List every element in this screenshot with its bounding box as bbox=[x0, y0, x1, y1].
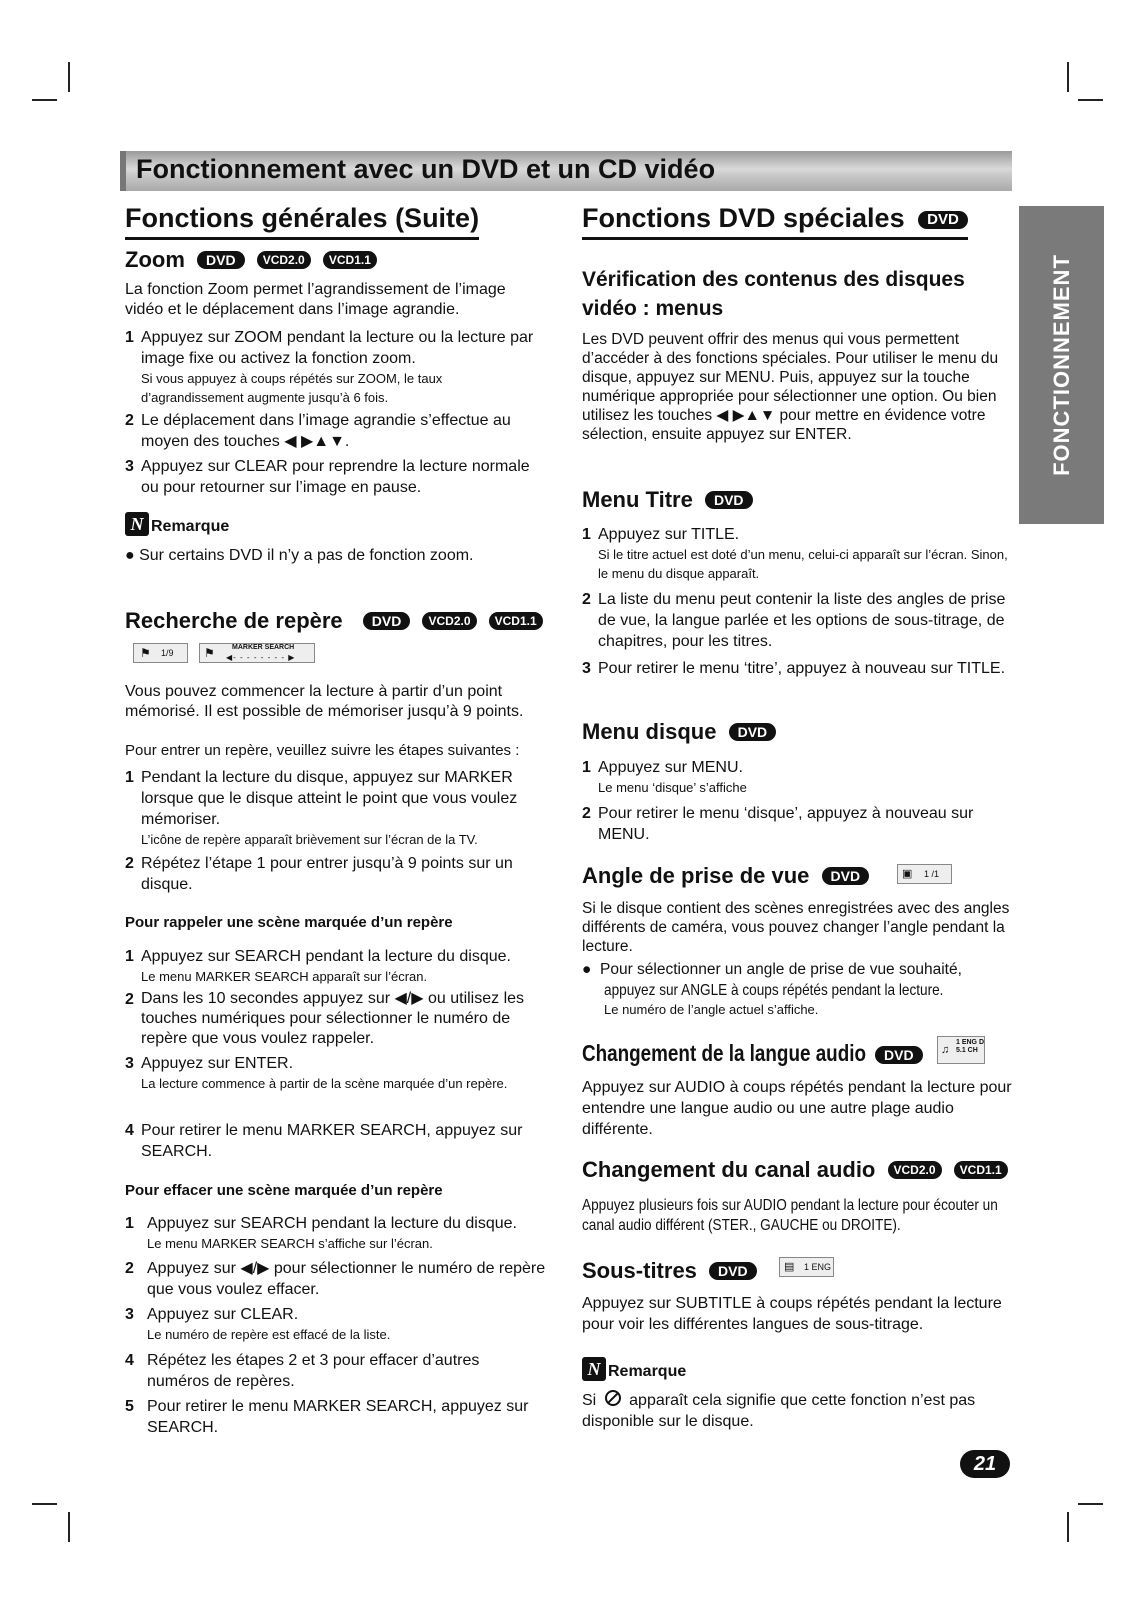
title-menu-step: 3 Pour retirer le menu ‘titre’, appuyez à nouveau sur TITLE. bbox=[582, 660, 1006, 677]
dvd-badge: DVD bbox=[875, 1046, 923, 1064]
erase-step: 5 Pour retirer le menu MARKER SEARCH, appuyez sur SEARCH. bbox=[125, 1398, 529, 1436]
recall-step: 2 Dans les 10 secondes appuyez sur ◀/▶ ou utilisez les touches numériques pour sélectionner le numéro de repère que vous voulez rappeler. bbox=[125, 990, 525, 1047]
side-tab bbox=[1019, 206, 1104, 524]
subtitle-icon: ▤ bbox=[784, 1261, 795, 1273]
zoom-note-text: ● Sur certains DVD il n’y a pas de fonction zoom. bbox=[125, 547, 474, 564]
erase-step: 2 Appuyez sur ◀/▶ pour sélectionner le numéro de repère que vous voulez effacer. bbox=[125, 1260, 546, 1298]
marker-osd: ⚑ 1/9 bbox=[133, 643, 188, 663]
erase-heading: Pour effacer une scène marquée d’un repère bbox=[125, 1182, 443, 1199]
note-icon: N bbox=[125, 512, 149, 536]
camera-icon: ▣ bbox=[902, 868, 913, 880]
marker-intro-2: Pour entrer un repère, veuillez suivre les étapes suivantes : bbox=[125, 742, 520, 759]
right-note-text: Si apparaît cela signifie que cette fonction n’est pas disponible sur le disque. bbox=[582, 1392, 976, 1430]
disc-menu-step: 1 Appuyez sur MENU. Le menu ‘disque’ s’affiche bbox=[582, 759, 747, 795]
audio-icon: ♫ bbox=[941, 1044, 950, 1056]
zoom-step: 3 Appuyez sur CLEAR pour reprendre la lecture normale ou pour retourner sur l’image en pause. bbox=[125, 458, 530, 496]
erase-step: 3 Appuyez sur CLEAR. Le numéro de repère est effacé de la liste. bbox=[125, 1306, 391, 1342]
recall-heading: Pour rappeler une scène marquée d’un repère bbox=[125, 914, 453, 931]
crop-mark bbox=[1078, 1503, 1103, 1505]
right-heading: Fonctions DVD spéciales DVD bbox=[582, 203, 968, 240]
dvd-badge: DVD bbox=[705, 491, 753, 509]
audio-lang-heading: Changement de la langue audio bbox=[582, 1040, 866, 1066]
marker-search-osd: ⚑ MARKER SEARCH ◀- - - - - - - - ▶ bbox=[199, 643, 315, 663]
menus-text: Les DVD peuvent offrir des menus qui vous permettent d’accéder à des fonctions spéciales. Pour utiliser le menu du disque, appuyez sur MENU. Puis, appuyez sur la touche numérique appropriée pour sélectionner une option. Ou bien utilisez les touches ◀ ▶▲▼ pour mettre en évidence votre sélection, ensuite appuyez sur ENTER. bbox=[582, 331, 999, 443]
marker-icon: ⚑ bbox=[204, 646, 215, 660]
zoom-note: N Remarque bbox=[125, 512, 229, 536]
zoom-step: 1 Appuyez sur ZOOM pendant la lecture ou la lecture par image fixe ou activez la fonction zoom. Si vous appuyez à coups répétés sur ZOOM, le taux d’agrandissement augmente jusqu’à 6 fois. bbox=[125, 329, 534, 405]
title-menu-heading: Menu Titre DVD bbox=[582, 486, 753, 513]
zoom-step: 2 Le déplacement dans l’image agrandie s’effectue au moyen des touches ◀ ▶▲▼. bbox=[125, 412, 511, 450]
menus-heading: Vérification des contenus des disques vidéo : menus bbox=[582, 268, 965, 320]
erase-step: 4 Répétez les étapes 2 et 3 pour effacer d’autres numéros de repères. bbox=[125, 1352, 480, 1390]
vcd11-badge: VCD1.1 bbox=[489, 612, 543, 630]
marker-step: 2 Répétez l’étape 1 pour entrer jusqu’à 9 points sur un disque. bbox=[125, 855, 513, 893]
vcd20-badge: VCD2.0 bbox=[888, 1161, 942, 1179]
vcd20-badge: VCD2.0 bbox=[257, 251, 311, 269]
vcd20-badge: VCD2.0 bbox=[422, 612, 476, 630]
marker-step: 1 Pendant la lecture du disque, appuyez sur MARKER lorsque que le disque atteint le point que vous voulez mémoriser. L’icône de repère apparaît brièvement sur l’écran de la TV. bbox=[125, 769, 518, 847]
dvd-badge: DVD bbox=[197, 251, 245, 269]
subtitles-heading: Sous-titres DVD bbox=[582, 1257, 757, 1284]
angle-small: Le numéro de l’angle actuel s’affiche. bbox=[604, 1002, 819, 1017]
crop-mark bbox=[32, 1503, 57, 1505]
dvd-badge: DVD bbox=[822, 867, 870, 885]
marker-heading: Recherche de repère DVD VCD2.0 VCD1.1 bbox=[125, 607, 543, 634]
side-tab-label: FONCTIONNEMENT bbox=[1048, 254, 1074, 476]
audio-channel-heading: Changement du canal audio VCD2.0 VCD1.1 bbox=[582, 1156, 1008, 1183]
erase-step: 1 Appuyez sur SEARCH pendant la lecture du disque. Le menu MARKER SEARCH s’affiche sur l’écran. bbox=[125, 1215, 517, 1251]
right-note: N Remarque bbox=[582, 1357, 686, 1381]
crop-mark bbox=[68, 62, 70, 92]
left-heading: Fonctions générales (Suite) bbox=[125, 203, 479, 240]
prohibited-icon bbox=[605, 1390, 621, 1406]
angle-heading: Angle de prise de vue DVD bbox=[582, 862, 869, 889]
subtitles-text: Appuyez sur SUBTITLE à coups répétés pendant la lecture pour voir les différentes langues de sous-titrage. bbox=[582, 1295, 1002, 1333]
crop-mark bbox=[32, 99, 57, 101]
recall-step: 1 Appuyez sur SEARCH pendant la lecture du disque. Le menu MARKER SEARCH apparaît sur l’écran. bbox=[125, 948, 511, 984]
crop-mark bbox=[1078, 99, 1103, 101]
crop-mark bbox=[1067, 62, 1069, 92]
dvd-badge: DVD bbox=[729, 723, 777, 741]
dvd-badge: DVD bbox=[363, 612, 411, 630]
audio-lang-osd: ♫ 1 ENG D 5.1 CH bbox=[937, 1036, 985, 1064]
title-menu-step: 2 La liste du menu peut contenir la liste des angles de prise de vue, la langue parlée et les options de sous-titrage, de chapitres, pour les titres. bbox=[582, 591, 1006, 650]
page-number: 21 bbox=[960, 1450, 1010, 1478]
page-title: Fonctionnement avec un DVD et un CD vidéo bbox=[136, 154, 716, 184]
disc-menu-heading: Menu disque DVD bbox=[582, 718, 776, 745]
audio-channel-text: Appuyez plusieurs fois sur AUDIO pendant la lecture pour écouter un canal audio différent (STER., GAUCHE ou DROITE). bbox=[582, 1197, 998, 1234]
subtitles-osd: ▤ 1 ENG bbox=[779, 1257, 834, 1277]
note-icon: N bbox=[582, 1357, 606, 1381]
angle-osd: ▣ 1 /1 bbox=[897, 864, 952, 884]
marker-intro: Vous pouvez commencer la lecture à partir d’un point mémorisé. Il est possible de mémoriser jusqu’à 9 points. bbox=[125, 683, 524, 720]
zoom-intro: La fonction Zoom permet l’agrandissement de l’image vidéo et le déplacement dans l’image agrandie. bbox=[125, 281, 506, 318]
angle-bullet: ● Pour sélectionner un angle de prise de vue souhaité, bbox=[582, 961, 962, 978]
disc-menu-step: 2 Pour retirer le menu ‘disque’, appuyez à nouveau sur MENU. bbox=[582, 805, 974, 843]
vcd11-badge: VCD1.1 bbox=[954, 1161, 1008, 1179]
recall-step: 3 Appuyez sur ENTER. La lecture commence à partir de la scène marquée d’un repère. bbox=[125, 1055, 508, 1091]
marker-icon: ⚑ bbox=[140, 646, 151, 660]
angle-text: Si le disque contient des scènes enregistrées avec des angles différents de caméra, vous pouvez changer l’angle pendant la lecture. bbox=[582, 900, 1010, 955]
crop-mark bbox=[1067, 1512, 1069, 1542]
zoom-heading: Zoom DVD VCD2.0 VCD1.1 bbox=[125, 246, 377, 273]
vcd11-badge: VCD1.1 bbox=[323, 251, 377, 269]
crop-mark bbox=[68, 1512, 70, 1542]
dvd-badge: DVD bbox=[709, 1262, 757, 1280]
title-menu-step: 1 Appuyez sur TITLE. Si le titre actuel est doté d’un menu, celui-ci apparaît sur l’écran. Sinon, le menu du disque apparaît. bbox=[582, 526, 1008, 581]
page-header-bar bbox=[120, 151, 1012, 191]
recall-step: 4 Pour retirer le menu MARKER SEARCH, appuyez sur SEARCH. bbox=[125, 1122, 523, 1160]
audio-lang-text: Appuyez sur AUDIO à coups répétés pendant la lecture pour entendre une langue audio ou une autre plage audio différente. bbox=[582, 1079, 1012, 1138]
angle-bullet-2: appuyez sur ANGLE à coups répétés pendant la lecture. bbox=[604, 982, 944, 999]
dvd-badge: DVD bbox=[918, 211, 968, 229]
